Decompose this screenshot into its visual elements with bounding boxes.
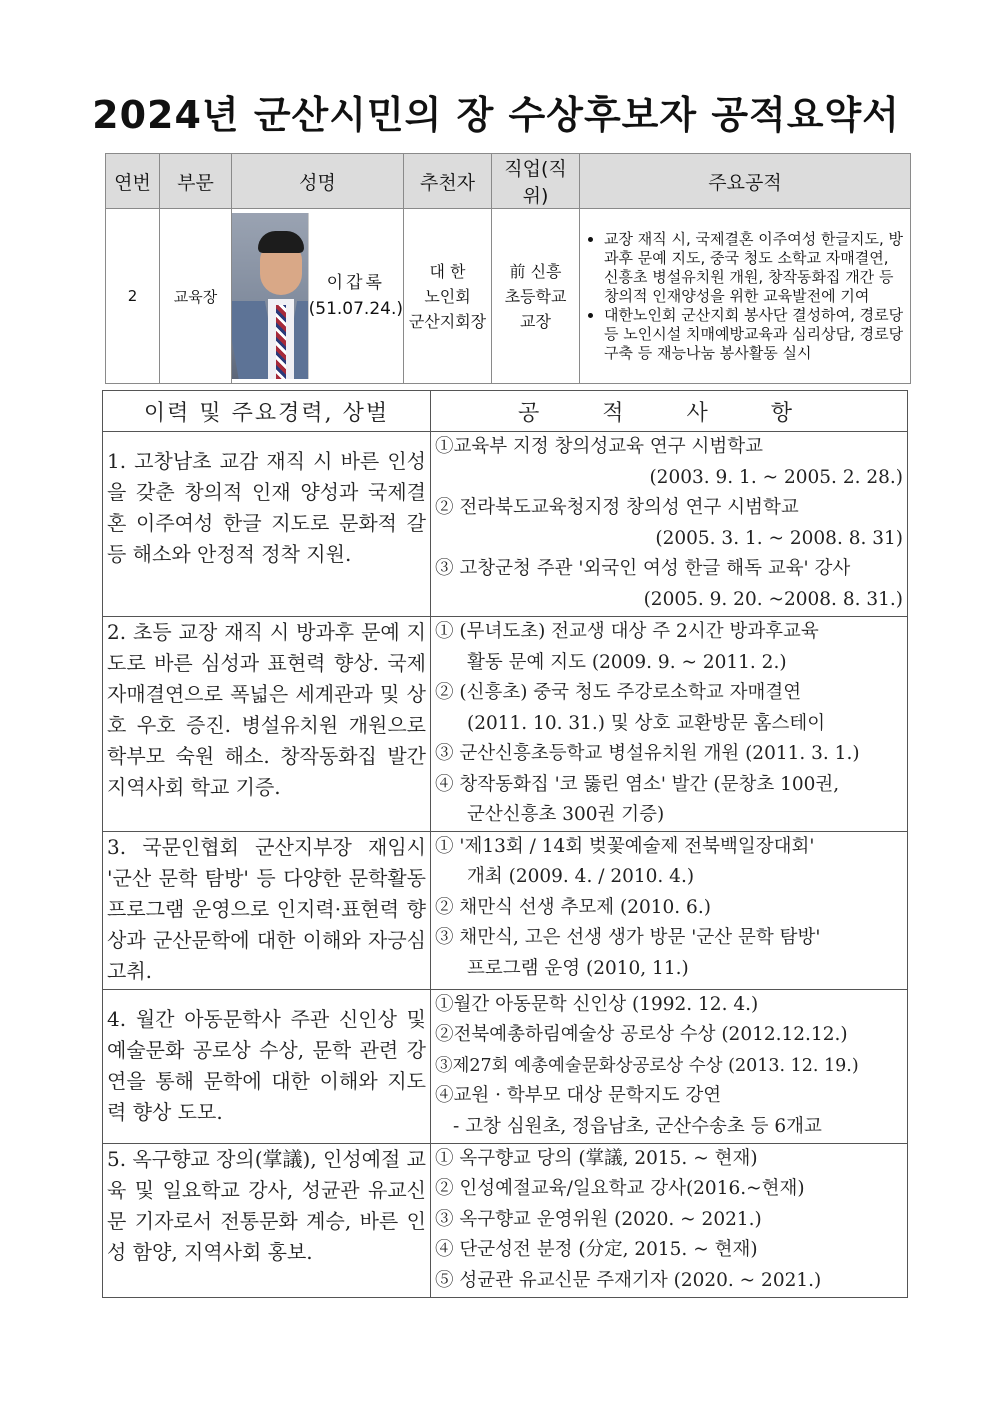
cell-recommender [404, 209, 492, 384]
career-line: ⑤ 성균관 유교신문 주재기자 (2020. ~ 2021.) [435, 1269, 822, 1291]
career-left: 3. 국문인협회 군산지부장 재임시 '군산 문학 탐방' 등 다양한 문학활동 프로그램 운영으로 인지력·표현력 향상과 군산문학에 대한 이해와 자긍심 고취. [103, 831, 431, 989]
career-table [102, 390, 908, 1298]
cell-name [232, 209, 404, 384]
job-line: 前 신흥 [509, 261, 562, 281]
header-job: 직업(직위) [492, 154, 580, 209]
career-row [103, 432, 908, 617]
career-line: (2011. 10. 31.) 및 상호 교환방문 홈스테이 [467, 712, 826, 734]
achievement-item: • 교장 재직 시, 국제결혼 이주여성 한글지도, 방과후 문예 지도, 중국 청도 소학교 자매결연, 신흥초 병설유치원 개원, 창작동화집 개간 등 창의적 인재양성을 위한 교육발전에 기여 [604, 230, 904, 306]
career-header-row [103, 391, 908, 432]
career-left: 1. 고창남초 교감 재직 시 바른 인성을 갖춘 창의적 인재 양성과 국제결혼 이주여성 한글 지도로 문화적 갈등 해소와 안정적 정착 지원. [103, 432, 431, 617]
job-line: 교장 [520, 311, 551, 331]
career-left: 2. 초등 교장 재직 시 방과후 문예 지도로 바른 심성과 표현력 향상. 국제 자매결연으로 폭넓은 세계관과 및 상호 우호 증진. 병설유치원 개원으로 학부모 숙원 해소. 창작동화집 발간 지역사회 학교 기증. [103, 617, 431, 832]
career-line: ② (신흥초) 중국 청도 주강로소학교 자매결연 [435, 682, 802, 703]
cell-achievements [580, 209, 911, 384]
career-header-right: 공 적 사 항 [431, 391, 908, 432]
header-no: 연번 [106, 154, 160, 209]
career-line: ①월간 아동문학 신인상 (1992. 12. 4.) [435, 993, 759, 1015]
career-line: ②전북예총하림예술상 공로상 수상 (2012.12.12.) [435, 1024, 848, 1045]
career-line: ④ 창작동화집 '코 뚫린 염소' 발간 (문창초 100권, [435, 773, 840, 795]
career-right [431, 989, 908, 1143]
header-achievements: 주요공적 [580, 154, 911, 209]
career-line: ① '제13회 / 14회 벚꽃예술제 전북백일장대회' [435, 835, 815, 857]
career-header-left: 이력 및 주요경력, 상벌 [103, 391, 431, 432]
career-line: ② 전라북도교육청지정 창의성 연구 시범학교 [435, 497, 799, 518]
career-left: 5. 옥구향교 장의(掌議), 인성예절 교육 및 일요학교 강사, 성균관 유교신문 기자로서 전통문화 계승, 바른 인성 함양, 지역사회 홍보. [103, 1143, 431, 1297]
header-category: 부문 [160, 154, 232, 209]
achievement-item: • 대한노인회 군산지회 봉사단 결성하여, 경로당 등 노인시설 치매예방교육과 심리상담, 경로당 구축 등 재능나눔 봉사활동 실시 [604, 306, 904, 363]
career-line: 군산신흥초 300권 기증) [467, 804, 665, 825]
career-line: ④ 단군성전 분정 (分定, 2015. ~ 현재) [435, 1239, 758, 1260]
career-row [103, 989, 908, 1143]
career-right [431, 831, 908, 989]
career-row [103, 1143, 908, 1297]
recommender-line: 대 한 [429, 261, 466, 281]
candidate-photo [232, 213, 309, 379]
career-line: ③ 고창군청 주관 '외국인 여성 한글 해독 교육' 강사 [435, 558, 851, 579]
career-line: ③ 옥구향교 운영위원 (2020. ~ 2021.) [435, 1208, 762, 1230]
candidate-birth: (51.07.24.) [308, 299, 403, 319]
job-line: 초등학교 [504, 286, 567, 306]
career-line: ①교육부 지정 창의성교육 연구 시범학교 [435, 436, 763, 457]
career-line: ③제27회 예총예술문화상공로상 수상 (2013. 12. 19.) [435, 1055, 859, 1076]
career-right [431, 617, 908, 832]
summary-row [106, 209, 911, 384]
career-line: ① (무녀도초) 전교생 대상 주 2시간 방과후교육 [435, 621, 819, 642]
career-line: - 고창 심원초, 정읍남초, 군산수송초 등 6개교 [453, 1115, 822, 1137]
career-line: 개최 (2009. 4. / 2010. 4.) [467, 866, 695, 887]
career-row [103, 831, 908, 989]
recommender-line: 노인회 [424, 286, 471, 306]
career-line: (2005. 9. 20. ~2008. 8. 31.) [643, 588, 903, 610]
career-right [431, 1143, 908, 1297]
career-line: ② 인성예절교육/일요학교 강사(2016.~현재) [435, 1178, 805, 1199]
career-line: 프로그램 운영 (2010, 11.) [467, 957, 689, 979]
cell-no: 2 [106, 209, 160, 384]
career-line: ② 채만식 선생 추모제 (2010. 6.) [435, 896, 711, 918]
career-left: 4. 월간 아동문학사 주관 신인상 및 예술문화 공로상 수상, 문학 관련 강연을 통해 문학에 대한 이해와 지도력 향상 도모. [103, 989, 431, 1143]
career-right [431, 432, 908, 617]
candidate-name: 이갑록 [326, 273, 385, 293]
cell-category: 교육장 [160, 209, 232, 384]
career-line: ③ 채만식, 고은 선생 생가 방문 '군산 문학 탐방' [435, 927, 821, 948]
career-line: 활동 문예 지도 (2009. 9. ~ 2011. 2.) [467, 651, 787, 673]
career-line: ③ 군산신흥초등학교 병설유치원 개원 (2011. 3. 1.) [435, 743, 860, 764]
summary-header-row [106, 154, 911, 209]
header-name: 성명 [232, 154, 404, 209]
cell-job [492, 209, 580, 384]
summary-table [105, 153, 911, 384]
career-line: ④교원 · 학부모 대상 문학지도 강연 [435, 1085, 722, 1106]
career-line: ① 옥구향교 당의 (掌議, 2015. ~ 현재) [435, 1147, 758, 1169]
career-row [103, 617, 908, 832]
recommender-line: 군산지회장 [408, 311, 487, 331]
page-title: 2024년 군산시민의 장 수상후보자 공적요약서 [92, 93, 900, 137]
header-recommender: 추천자 [404, 154, 492, 209]
career-line: (2003. 9. 1. ~ 2005. 2. 28.) [649, 466, 903, 488]
career-line: (2005. 3. 1. ~ 2008. 8. 31) [655, 527, 903, 549]
